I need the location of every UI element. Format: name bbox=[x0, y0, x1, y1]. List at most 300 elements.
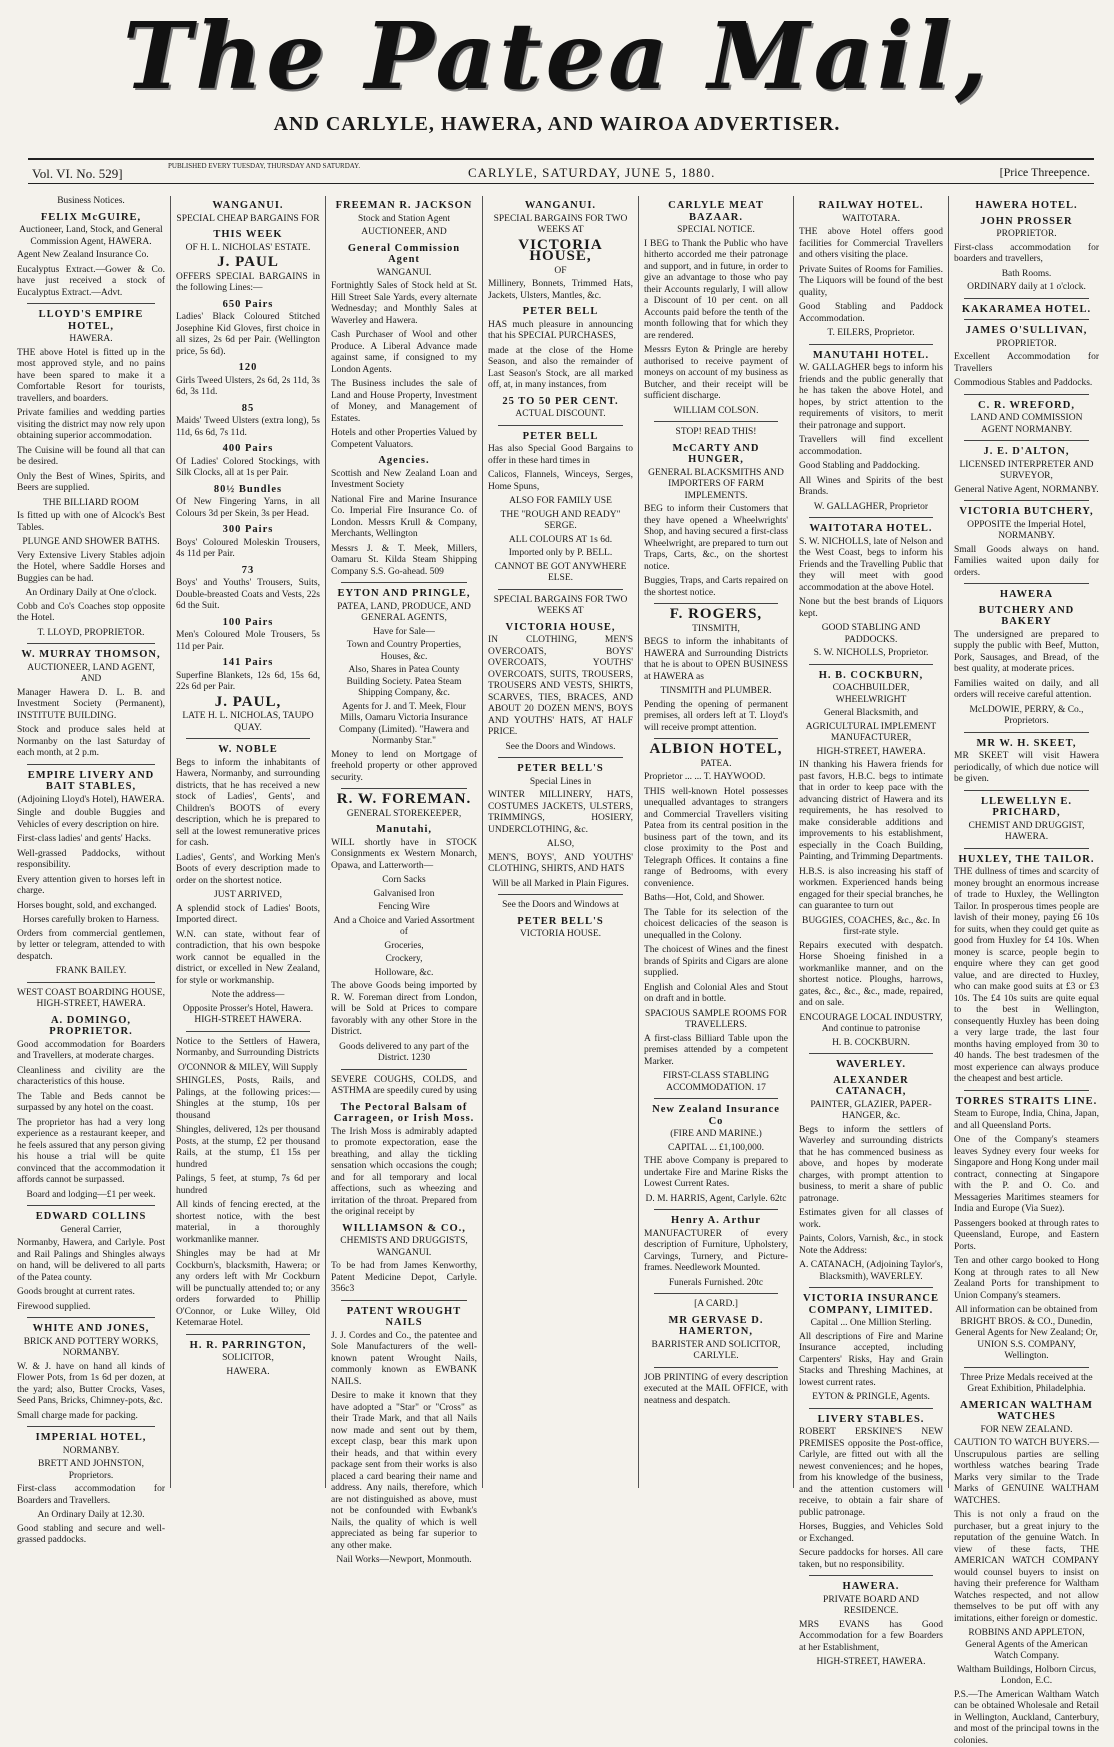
paragraph: The undersigned are prepared to supply the public with Beef, Mutton, Pork, Sausages, and Bread, of the best quality, at moderate prices. bbox=[954, 630, 1099, 676]
paragraph: Has also Special Good Bargains to offer in these hard times in bbox=[488, 444, 633, 467]
paragraph: Commodious Stables and Paddocks. bbox=[954, 378, 1099, 390]
centered-line: A. CATANACH, (Adjoining Taylor's, Blacksmith), WAVERLEY. bbox=[799, 1260, 943, 1283]
advert-heading: PETER BELL'S bbox=[488, 916, 633, 928]
paragraph: Girls Tweed Ulsters, 2s 6d, 2s 11d, 3s 6d, 3s 11d. bbox=[176, 376, 320, 399]
centered-line: ORDINARY daily at 1 o'clock. bbox=[954, 282, 1099, 294]
centered-line: Imported only by P. BELL. bbox=[488, 548, 633, 560]
masthead bbox=[0, 0, 1114, 150]
column-rule bbox=[186, 1031, 310, 1032]
column-rule bbox=[964, 298, 1089, 299]
advert-heading: PETER BELL bbox=[488, 431, 633, 443]
paragraph: English and Colonial Ales and Stout on draft and in bottle. bbox=[644, 983, 788, 1006]
display-heading: F. ROGERS, bbox=[644, 609, 788, 621]
column-rule bbox=[341, 582, 467, 583]
centered-line: CHEMIST AND DRUGGIST, HAWERA. bbox=[954, 821, 1099, 844]
centered-line: Have for Sale— bbox=[331, 627, 477, 639]
paragraph: I BEG to Thank the Public who have hitherto accorded me their patronage and support, and in future, in order to give an advantage to those who pay their Accounts regularly, I will allow a Discount of 10 per cent. on all Accounts paid before the tenth of the month following that for which they are rendered. bbox=[644, 239, 788, 343]
paragraph: Secure paddocks for horses. All care taken, but no responsibility. bbox=[799, 1548, 943, 1571]
centered-line: Holloware, &c. bbox=[331, 968, 477, 980]
centered-line: BARRISTER AND SOLICITOR, CARLYLE. bbox=[644, 1340, 788, 1363]
advert-heading: The Pectoral Balsam of Carrageen, or Irish Moss. bbox=[331, 1102, 477, 1125]
centered-line: H. B. COCKBURN. bbox=[799, 1038, 943, 1050]
advert-heading: HAWERA. bbox=[799, 1581, 943, 1593]
column-rule bbox=[341, 788, 467, 789]
paragraph: IN thanking his Hawera friends for past favors, H.B.C. begs to intimate that in order to keep pace with the advancing district of Hawera and its requirements, he has resolved to make considerable additions and improvements to his establishment, especially in the Coach Building, Painting, and Trimming Departments. bbox=[799, 760, 943, 864]
centered-line: Corn Sacks bbox=[331, 875, 477, 887]
paragraph: BEGS to inform the inhabitants of HAWERA and Surrounding Districts that he is about to OPEN BUSINESS at HAWERA as bbox=[644, 637, 788, 683]
column-rule bbox=[654, 1098, 778, 1099]
centered-line: PAINTER, GLAZIER, PAPER-HANGER, &c. bbox=[799, 1100, 943, 1123]
centered-line: All information can be obtained from BRIGHT BROS. & CO., Dunedin, General Agents for New Zealand; Or, UNION S.S. COMPANY, Wellington. bbox=[954, 1305, 1099, 1363]
column-rule bbox=[654, 603, 778, 604]
paragraph: Passengers booked at through rates to Queensland, Europe, and Eastern Ports. bbox=[954, 1219, 1099, 1254]
advert-heading: WANGANUI. bbox=[176, 200, 320, 212]
paragraph: Steam to Europe, India, China, Japan, and all Queensland Ports. bbox=[954, 1109, 1099, 1132]
paragraph: Ladies', Gents', and Working Men's Boots of every description made to order on the shortest notice. bbox=[176, 853, 320, 888]
paragraph: Of Ladies' Colored Stockings, with Silk Clocks, all at 1s per Pair. bbox=[176, 457, 320, 480]
advert-heading: Henry A. Arthur bbox=[644, 1215, 788, 1227]
paragraph: Calicos, Flannels, Winceys, Serges, Home Spuns, bbox=[488, 470, 633, 493]
advert-heading: 100 Pairs bbox=[176, 617, 320, 629]
centered-line: SPECIAL CHEAP BARGAINS FOR bbox=[176, 214, 320, 226]
centered-line: Nail Works—Newport, Monmouth. bbox=[331, 1555, 477, 1567]
paragraph: Goods brought at current rates. bbox=[17, 1287, 165, 1299]
column-3 bbox=[325, 196, 482, 1488]
paragraph: Shingles, delivered, 12s per thousand Posts, at the stump, £2 per thousand Rails, at the stump, £1 15s per hundred bbox=[176, 1125, 320, 1171]
paragraph: made at the close of the Home Season, and also the remainder of Last Season's Stock, are all marked off, at, in many instances, from bbox=[488, 346, 633, 392]
centered-line: Stock and Station Agent bbox=[331, 214, 477, 226]
column-rule bbox=[809, 1287, 933, 1288]
paragraph: Good stabling and secure and well-grassed paddocks. bbox=[17, 1524, 165, 1547]
advert-heading: Manutahi, bbox=[331, 824, 477, 836]
centered-line: Business Notices. bbox=[17, 196, 165, 208]
column-rule bbox=[498, 757, 623, 758]
centered-line: PROPRIETOR. bbox=[954, 229, 1099, 241]
advert-heading: MANUTAHI HOTEL. bbox=[799, 350, 943, 362]
issue-date: CARLYLE, SATURDAY, JUNE 5, 1880. bbox=[468, 165, 715, 181]
paragraph: Shingles may be had at Mr Cockburn's, blacksmith, Hawera; or any orders left with Mr Cockburn will be punctually attended to; or any orders forwarded to Phillip O'Connor, or Luke Willey, Old Ketemarae Hotel. bbox=[176, 1249, 320, 1330]
centered-line: WANGANUI. bbox=[331, 268, 477, 280]
centered-line: ALL COLOURS AT 1s 6d. bbox=[488, 535, 633, 547]
paragraph: Stock and produce sales held at Normanby on the last Saturday of each month, at 2 p.m. bbox=[17, 725, 165, 760]
column-rule bbox=[654, 1293, 778, 1294]
centered-line: An Ordinary Daily at 12.30. bbox=[17, 1510, 165, 1522]
paragraph: Horses, Buggies, and Vehicles Sold or Exchanged. bbox=[799, 1522, 943, 1545]
paragraph: THE above Company is prepared to undertake Fire and Marine Risks the Lowest Current Rates. bbox=[644, 1156, 788, 1191]
column-rule bbox=[27, 764, 155, 765]
paragraph: SHINGLES, Posts, Rails, and Palings, at the following prices:—Shingles at the stump, 10s per thousand bbox=[176, 1076, 320, 1122]
dateline bbox=[28, 158, 1094, 184]
column-rule bbox=[964, 848, 1089, 849]
centered-line: EYTON & PRINGLE, Agents. bbox=[799, 1392, 943, 1404]
column-rule bbox=[809, 517, 933, 518]
paragraph: The choicest of Wines and the finest brands of Spirits and Cigars are alone supplied. bbox=[644, 945, 788, 980]
paragraph: Paints, Colors, Varnish, &c., in stock Note the Address: bbox=[799, 1234, 943, 1257]
paragraph: SEVERE COUGHS, COLDS, and ASTHMA are speedily cured by using bbox=[331, 1075, 477, 1098]
paragraph: W. & J. have on hand all kinds of Flower Pots, from 1s 6d per dozen, at the yard; also, Butter Crocks, Vases, Seed Pans, Bricks, Chimney-pots, &c. bbox=[17, 1362, 165, 1408]
centered-line: AUCTIONEER, AND bbox=[331, 227, 477, 239]
paragraph: WILL shortly have in STOCK Consignments ex Western Monarch, Opawa, and Latterworth— bbox=[331, 838, 477, 873]
centered-line: PATEA. bbox=[644, 759, 788, 771]
paragraph: Desire to make it known that they have adopted a "Star" or "Cross" as their Trade Mark, and that all Nails now made and sent out by them, except clasp, bear this mark upon their heads, and that within every package sent from their works is also placed a card bearing their name and address. Any nails, therefore, which are not distinguished as above, must not be confounded with Ewbank's Nails, the quality of which is well appreciated as being far superior to any other make. bbox=[331, 1391, 477, 1552]
centered-line: ALSO, bbox=[488, 839, 633, 851]
paragraph: Single and double Buggies and Vehicles of every description on hire. bbox=[17, 808, 165, 831]
issue-price: [Price Threepence. bbox=[1000, 165, 1090, 180]
paragraph: MEN'S, BOYS', AND YOUTHS' CLOTHING, SHIRTS, AND HATS bbox=[488, 853, 633, 876]
centered-line: OPPOSITE the Imperial Hotel, NORMANBY. bbox=[954, 520, 1099, 543]
paragraph: THIS well-known Hotel possesses unequalled advantages to strangers and Commercial Travellers visiting Patea from its central position in the business part of the town, and its close proximity to the Post and Telegraph Offices. It contains a fine range of Bedrooms, with every convenience. bbox=[644, 787, 788, 891]
advert-heading: 73 bbox=[176, 565, 320, 577]
advert-heading: AMERICAN WALTHAM WATCHES bbox=[954, 1400, 1099, 1423]
column-rule bbox=[186, 738, 310, 739]
centered-line: General Carrier, bbox=[17, 1225, 165, 1237]
centered-line: STOP! READ THIS! bbox=[644, 427, 788, 439]
advert-heading: New Zealand Insurance Co bbox=[644, 1104, 788, 1127]
centered-line: THE BILLIARD ROOM bbox=[17, 498, 165, 510]
paragraph: Horses bought, sold, and exchanged. bbox=[17, 901, 165, 913]
centered-line: TINSMITH and PLUMBER. bbox=[644, 686, 788, 698]
paragraph: Baths—Hot, Cold, and Shower. bbox=[644, 893, 788, 905]
centered-line: ALSO FOR FAMILY USE bbox=[488, 496, 633, 508]
volume-number: Vol. VI. No. 529] bbox=[32, 166, 123, 182]
centered-line: AUCTIONEER, LAND AGENT, AND bbox=[17, 663, 165, 686]
centered-line: HIGH-STREET, HAWERA. bbox=[799, 747, 943, 759]
centered-line: SPACIOUS SAMPLE ROOMS FOR TRAVELLERS. bbox=[644, 1009, 788, 1032]
centered-line: And a Choice and Varied Assortment of bbox=[331, 916, 477, 939]
paragraph: First-class accommodation for Boarders and Travellers. bbox=[17, 1484, 165, 1507]
centered-line: Auctioneer, Land, Stock, and General Commission Agent, HAWERA. bbox=[17, 225, 165, 248]
centered-line: Waltham Buildings, Holborn Circus, London, E.C. bbox=[954, 1665, 1099, 1688]
centered-line: ROBBINS AND APPLETON, General Agents of the American Watch Company. bbox=[954, 1628, 1099, 1663]
advert-heading: CARLYLE MEAT BAZAAR. bbox=[644, 200, 788, 223]
centered-line: HAWERA. bbox=[17, 334, 165, 346]
advert-heading: LIVERY STABLES. bbox=[799, 1414, 943, 1426]
advertisement-columns bbox=[12, 196, 1104, 1488]
centered-line: SOLICITOR, bbox=[176, 1353, 320, 1365]
column-rule bbox=[341, 1069, 467, 1070]
paragraph: Cobb and Co's Coaches stop opposite the Hotel. bbox=[17, 602, 165, 625]
centered-line: CHEMISTS AND DRUGGISTS, WANGANUI. bbox=[331, 1236, 477, 1259]
centered-line: FOR NEW ZEALAND. bbox=[954, 1425, 1099, 1437]
advert-heading: IMPERIAL HOTEL, bbox=[17, 1432, 165, 1444]
advert-heading: 80½ Bundles bbox=[176, 484, 320, 496]
column-rule bbox=[27, 982, 155, 983]
paragraph: Private Suites of Rooms for Families. The Liquors will be found of the best quality, bbox=[799, 265, 943, 300]
paragraph: Travellers will find excellent accommodation. bbox=[799, 435, 943, 458]
centered-line: (Adjoining Lloyd's Hotel), HAWERA. bbox=[17, 795, 165, 807]
column-rule bbox=[498, 894, 623, 895]
paragraph: Hotels and other Properties Valued by Competent Valuators. bbox=[331, 428, 477, 451]
paragraph: National Fire and Marine Insurance Co. Imperial Fire Insurance Co. of London. Messrs Krull & Company, Merchants, Wellington bbox=[331, 495, 477, 541]
paragraph: Good Stabling and Paddock Accommodation. bbox=[799, 302, 943, 325]
column-rule bbox=[27, 303, 155, 304]
centered-line: GOOD STABLING AND PADDOCKS. bbox=[799, 623, 943, 646]
newspaper-title: The Patea Mail, bbox=[40, 6, 1074, 106]
advert-heading: LLOYD'S EMPIRE HOTEL, bbox=[17, 309, 165, 332]
advert-heading: 120 bbox=[176, 362, 320, 374]
paragraph: Men's Coloured Mole Trousers, 5s 11d per Pair. bbox=[176, 630, 320, 653]
centered-line: See the Doors and Windows. bbox=[488, 742, 633, 754]
paragraph: Orders from commercial gentlemen, by letter or telegram, attended to with despatch. bbox=[17, 929, 165, 964]
paragraph: All descriptions of Fire and Marine Insurance accepted, including Carpenters' Risks, Hay and Grain Stacks and Threshing Machines, at lowest current rates. bbox=[799, 1332, 943, 1390]
paragraph: MRS EVANS has Good Accommodation for a few Boarders at her Establishment, bbox=[799, 1620, 943, 1655]
centered-line: GENERAL STOREKEEPER, bbox=[331, 809, 477, 821]
centered-line: TINSMITH, bbox=[644, 624, 788, 636]
centered-line: JUST ARRIVED, bbox=[176, 890, 320, 902]
advert-heading: FREEMAN R. JACKSON bbox=[331, 200, 477, 212]
display-heading: J. PAUL, bbox=[176, 697, 320, 709]
paragraph: The Table and Beds cannot be surpassed by any hotel on the coast. bbox=[17, 1092, 165, 1115]
paragraph: Repairs executed with despatch. Horse Shoeing finished in a workmanlike manner, and on the shortest notice. Ploughs, harrows, gates, &c., &c., &c., made, repaired, and on sale. bbox=[799, 941, 943, 1010]
column-rule bbox=[186, 1334, 310, 1335]
centered-line: LATE H. L. NICHOLAS, TAUPO QUAY. bbox=[176, 711, 320, 734]
paragraph: Good accommodation for Boarders and Travellers, at moderate charges. bbox=[17, 1040, 165, 1063]
centered-line: D. M. HARRIS, Agent, Carlyle. 62tc bbox=[644, 1194, 788, 1206]
paragraph: THE dullness of times and scarcity of money brought an enormous increase of trade to Huxley, the Wellington Tailor. In prosperous times people are lavish of their money, paying £6 10s for suits, when they could get quite as good from Huxley for £4 10s. When money is scarce, people begin to enquire where they can get good value, and are directed to Huxley, who can make good suits at £3 or £3 10s. The £4 10s suits are quite equal to the best in Wellington, consequently Huxley has been doing a very large trade, the last four months having employed from 30 to 40 hands. The best tradesmen of the most experience can always produce the cheapest and best article. bbox=[954, 867, 1099, 1086]
centered-line: Will be all Marked in Plain Figures. bbox=[488, 879, 633, 891]
paragraph: THE above Hotel offers good facilities for Commercial Travellers and others visiting the place. bbox=[799, 227, 943, 262]
centered-line: McLDOWIE, PERRY, & Co., Proprietors. bbox=[954, 705, 1099, 728]
paragraph: Scottish and New Zealand Loan and Investment Society bbox=[331, 469, 477, 492]
centered-line: Horses carefully broken to Harness. bbox=[17, 915, 165, 927]
paragraph: The Cuisine will be found all that can be desired. bbox=[17, 446, 165, 469]
advert-heading: FELIX McGUIRE, bbox=[17, 212, 165, 224]
paragraph: MR SKEET will visit Hawera periodically, of which due notice will be given. bbox=[954, 751, 1099, 786]
column-rule bbox=[654, 421, 778, 422]
column-rule bbox=[27, 1426, 155, 1427]
column-7 bbox=[948, 196, 1104, 1488]
advert-heading: THIS WEEK bbox=[176, 229, 320, 241]
centered-line: WAITOTARA. bbox=[799, 214, 943, 226]
column-rule bbox=[964, 500, 1089, 501]
column-rule bbox=[341, 1300, 467, 1301]
paragraph: Small Goods always on hand. Families waited upon daily for orders. bbox=[954, 545, 1099, 580]
paragraph: Superfine Blankets, 12s 6d, 15s 6d, 22s 6d per Pair. bbox=[176, 671, 320, 694]
column-2 bbox=[170, 196, 325, 1488]
advert-heading: 400 Pairs bbox=[176, 443, 320, 455]
advert-heading: EDWARD COLLINS bbox=[17, 1211, 165, 1223]
paragraph: Messrs Eyton & Pringle are hereby authorised to receive payment of moneys on account of my business as Butcher, and their receipt will be sufficient discharge. bbox=[644, 345, 788, 403]
paragraph: To be had from James Kenworthy, Patent Medicine Depot, Carlyle. 356c3 bbox=[331, 1261, 477, 1296]
centered-line: BUGGIES, COACHES, &c., &c. In first-rate style. bbox=[799, 916, 943, 939]
advert-heading: ALEXANDER CATANACH, bbox=[799, 1075, 943, 1098]
advert-heading: 85 bbox=[176, 403, 320, 415]
centered-line: FRANK BAILEY. bbox=[17, 966, 165, 978]
advert-heading: BUTCHERY AND BAKERY bbox=[954, 605, 1099, 628]
paragraph: Buggies, Traps, and Carts repaired on the shortest notice. bbox=[644, 576, 788, 599]
display-heading: R. W. FOREMAN. bbox=[331, 794, 477, 806]
column-rule bbox=[27, 1317, 155, 1318]
centered-line: An Ordinary Daily at One o'clock. bbox=[17, 588, 165, 600]
centered-line: HIGH-STREET, HAWERA. bbox=[799, 1657, 943, 1669]
paragraph: JOB PRINTING of every description executed at the MAIL OFFICE, with neatness and despatch. bbox=[644, 1373, 788, 1408]
centered-line: CANNOT BE GOT ANYWHERE ELSE. bbox=[488, 562, 633, 585]
paragraph: Eucalyptus Extract.—Gower & Co. have just received a stock of Eucalyptus Extract.—Advt. bbox=[17, 265, 165, 300]
paragraph: The Irish Moss is admirably adapted to promote expectoration, ease the breathing, and allay the tickling sensation which occasions the cough; and for all temporary and local affections, such as wheezing and irritation of the throat. Prepared from the original receipt by bbox=[331, 1127, 477, 1219]
paragraph: W. GALLAGHER begs to inform his friends and the public generally that he has taken the above Hotel, and hopes, by strict attention to the requirements of visitors, to merit their patronage and support. bbox=[799, 363, 943, 432]
advert-heading: WAVERLEY. bbox=[799, 1059, 943, 1071]
centered-line: [A CARD.] bbox=[644, 1299, 788, 1311]
advert-heading: 25 TO 50 PER CENT. bbox=[488, 396, 633, 408]
advert-heading: Agencies. bbox=[331, 455, 477, 467]
centered-line: COACHBUILDER, WHEELWRIGHT bbox=[799, 683, 943, 706]
centered-line: T. LLOYD, PROPRIETOR. bbox=[17, 628, 165, 640]
display-heading: VICTORIA HOUSE, bbox=[488, 240, 633, 263]
paragraph: Palings, 5 feet, at stump, 7s 6d per hundred bbox=[176, 1174, 320, 1197]
paragraph: IN CLOTHING, MEN'S OVERCOATS, BOYS' OVERCOATS, YOUTHS' OVERCOATS, SUITS, TROUSERS, TROUSERS AND VESTS, SHIRTS, SCARVES, TIES, BRACES, AND ABOUT 20 DOZEN MEN'S, BOYS AND YOUTHS' HATS, AT HALF PRICE. bbox=[488, 635, 633, 739]
advert-heading: RAILWAY HOTEL. bbox=[799, 200, 943, 212]
centered-line: General Blacksmith, and bbox=[799, 708, 943, 720]
advert-heading: WHITE AND JONES, bbox=[17, 1323, 165, 1335]
centered-line: PRIVATE BOARD AND RESIDENCE. bbox=[799, 1595, 943, 1618]
paragraph: Excellent Accommodation for Travellers bbox=[954, 352, 1099, 375]
paragraph: Millinery, Bonnets, Trimmed Hats, Jackets, Ulsters, Mantles, &c. bbox=[488, 279, 633, 302]
advert-heading: A. DOMINGO, PROPRIETOR. bbox=[17, 1015, 165, 1038]
paragraph: ROBERT ERSKINE'S NEW PREMISES opposite the Post-office, Carlyle, are fitted out with all the newest conveniences; and he hopes, from his knowledge of the business, and the attention customers will receive, to obtain a fair share of public patronage. bbox=[799, 1427, 943, 1519]
paragraph: Small charge made for packing. bbox=[17, 1411, 165, 1423]
centered-line: GENERAL BLACKSMITHS AND IMPORTERS OF FARM IMPLEMENTS. bbox=[644, 468, 788, 503]
advert-heading: 650 Pairs bbox=[176, 299, 320, 311]
centered-line: WEST COAST BOARDING HOUSE, HIGH-STREET, HAWERA. bbox=[17, 988, 165, 1011]
centered-line: LAND AND COMMISSION AGENT NORMANBY. bbox=[954, 413, 1099, 436]
advert-heading: HUXLEY, THE TAILOR. bbox=[954, 854, 1099, 866]
centered-line: VICTORIA HOUSE. bbox=[488, 929, 633, 941]
paragraph: None but the best brands of Liquors kept. bbox=[799, 597, 943, 620]
column-rule bbox=[809, 1575, 933, 1576]
centered-line: ENCOURAGE LOCAL INDUSTRY, And continue to patronise bbox=[799, 1013, 943, 1036]
centered-line: SPECIAL BARGAINS FOR TWO WEEKS AT bbox=[488, 595, 633, 618]
paragraph: Messrs J. & T. Meek, Millers, Oamaru St. Kilda Steam Shipping Company S.S. Go-ahead. 509 bbox=[331, 544, 477, 579]
column-rule bbox=[964, 394, 1089, 395]
centered-line: Also, Shares in Patea County Building Society. Patea Steam Shipping Company, &c. bbox=[331, 665, 477, 700]
paragraph: J. J. Cordes and Co., the patentee and Sole Manufacturers of the well-known patent Wrought Nails, commonly known as EWBANK NAILS. bbox=[331, 1331, 477, 1389]
paragraph: Firewood supplied. bbox=[17, 1302, 165, 1314]
advert-heading: EMPIRE LIVERY AND BAIT STABLES, bbox=[17, 770, 165, 793]
newspaper-subtitle: AND CARLYLE, HAWERA, AND WAIROA ADVERTISER. bbox=[0, 113, 1114, 136]
centered-line: OF H. L. NICHOLAS' ESTATE. bbox=[176, 243, 320, 255]
centered-line: Board and lodging—£1 per week. bbox=[17, 1190, 165, 1202]
paragraph: Manager Hawera D. L. B. and Investment Society (Permanent), INSTITUTE BUILDING. bbox=[17, 688, 165, 723]
paragraph: Cleanliness and civility are the characteristics of this house. bbox=[17, 1066, 165, 1089]
advert-heading: W. NOBLE bbox=[176, 744, 320, 756]
advert-heading: 141 Pairs bbox=[176, 657, 320, 669]
centered-line: Capital ... One Million Sterling. bbox=[799, 1318, 943, 1330]
paragraph: A first-class Billiard Table upon the premises attended by a competent Marker. bbox=[644, 1034, 788, 1069]
paragraph: A splendid stock of Ladies' Boots, Imported direct. bbox=[176, 904, 320, 927]
paragraph: First-class ladies' and gents' Hacks. bbox=[17, 834, 165, 846]
centered-line: WILLIAM COLSON. bbox=[644, 406, 788, 418]
column-1 bbox=[12, 196, 170, 1488]
column-rule bbox=[964, 790, 1089, 791]
column-rule bbox=[964, 1090, 1089, 1091]
centered-line: SPECIAL BARGAINS FOR TWO WEEKS AT bbox=[488, 214, 633, 237]
advert-heading: W. MURRAY THOMSON, bbox=[17, 649, 165, 661]
paragraph: Good Stabling and Paddocking. bbox=[799, 461, 943, 473]
paragraph: Estimates given for all classes of work. bbox=[799, 1208, 943, 1231]
centered-line: NORMANBY. bbox=[17, 1446, 165, 1458]
centered-line: Galvanised Iron bbox=[331, 889, 477, 901]
centered-line: OF bbox=[488, 266, 633, 278]
centered-line: Crockery, bbox=[331, 954, 477, 966]
advert-heading: J. E. D'ALTON, bbox=[954, 446, 1099, 458]
paragraph: All Wines and Spirits of the best Brands. bbox=[799, 476, 943, 499]
publication-schedule: PUBLISHED EVERY TUESDAY, THURSDAY AND SATURDAY. bbox=[168, 162, 360, 171]
advert-heading: PATENT WROUGHT NAILS bbox=[331, 1306, 477, 1329]
column-rule bbox=[809, 664, 933, 665]
paragraph: Pending the opening of permanent premises, all orders left at T. Lloyd's will receive prompt attention. bbox=[644, 700, 788, 735]
advert-heading: TORRES STRAITS LINE. bbox=[954, 1096, 1099, 1108]
paragraph: Is fitted up with one of Alcock's Best Tables. bbox=[17, 511, 165, 534]
paragraph: MANUFACTURER of every description of Furniture, Upholstery, Carvings, Turnery, and Picture-frames. Needlework Mounted. bbox=[644, 1229, 788, 1275]
paragraph: S. W. NICHOLLS, late of Nelson and the West Coast, begs to inform his Friends and the Travelling Public that they will meet with good accommodation at the above Hotel. bbox=[799, 537, 943, 595]
column-rule bbox=[964, 319, 1089, 320]
paragraph: Fortnightly Sales of Stock held at St. Hill Street Sale Yards, every alternate Wednesday; and Monthly Sales at Waverley and Hawera. bbox=[331, 281, 477, 327]
column-5 bbox=[638, 196, 793, 1488]
paragraph: Normanby, Hawera, and Carlyle. Post and Rail Palings and Shingles always on hand, will be delivered to all parts of the Patea county. bbox=[17, 1238, 165, 1284]
advert-heading: JAMES O'SULLIVAN, bbox=[954, 325, 1099, 337]
centered-line: S. W. NICHOLLS, Proprietor. bbox=[799, 648, 943, 660]
advert-heading: C. R. WREFORD, bbox=[954, 400, 1099, 412]
paragraph: Boys' and Youths' Trousers, Suits, Double-breasted Coats and Vests, 22s 6d the Suit. bbox=[176, 578, 320, 613]
paragraph: H.B.S. is also increasing his staff of workmen. Experienced hands being engaged for their special branches, he can guarantee to turn out bbox=[799, 867, 943, 913]
paragraph: The proprietor has had a very long experience as a restaurant keeper, and he feels assured that any person giving his house a trial will be quite convinced that the accommodation it affords cannot be surpassed. bbox=[17, 1118, 165, 1187]
advert-heading: JOHN PROSSER bbox=[954, 216, 1099, 228]
advert-heading: H. R. PARRINGTON, bbox=[176, 1340, 320, 1352]
centered-line: Three Prize Medals received at the Great Exhibition, Philadelphia. bbox=[954, 1373, 1099, 1396]
centered-line: Funerals Furnished. 20tc bbox=[644, 1278, 788, 1290]
paragraph: All kinds of fencing erected, at the shortest notice, with the best material, in a thoroughly workmanlike manner. bbox=[176, 1200, 320, 1246]
centered-line: See the Doors and Windows at bbox=[488, 900, 633, 912]
centered-line: (FIRE AND MARINE.) bbox=[644, 1129, 788, 1141]
centered-line: Opposite Prosser's Hotel, Hawera. HIGH-STREET HAWERA. bbox=[176, 1004, 320, 1027]
advert-heading: LLEWELLYN E. PRICHARD, bbox=[954, 796, 1099, 819]
column-rule bbox=[27, 643, 155, 644]
column-rule bbox=[654, 738, 778, 739]
centered-line: Goods delivered to any part of the District. 1230 bbox=[331, 1042, 477, 1065]
paragraph: The Business includes the sale of Land and House Property, Investment of Money, and Management of Estates. bbox=[331, 379, 477, 425]
centered-line: LICENSED INTERPRETER AND SURVEYOR, bbox=[954, 460, 1099, 483]
paragraph: This is not only a fraud on the purchaser, but a great injury to the reputation of the genuine Watch. In view of these facts, THE AMERICAN WATCH COMPANY would counsel buyers to insist on having their preference for Waltham Watches respected, and not allow themselves to be put off with any imitations, either foreign or domestic. bbox=[954, 1510, 1099, 1625]
column-rule bbox=[654, 1367, 778, 1368]
column-4 bbox=[482, 196, 638, 1488]
column-rule bbox=[809, 344, 933, 345]
display-heading: ALBION HOTEL, bbox=[644, 744, 788, 756]
advert-heading: WAITOTARA HOTEL. bbox=[799, 523, 943, 535]
paragraph: Very Extensive Livery Stables adjoin the Hotel, where Saddle Horses and Buggies can be had. bbox=[17, 551, 165, 586]
centered-line: PATEA, LAND, PRODUCE, AND GENERAL AGENTS, bbox=[331, 602, 477, 625]
centered-line: SPECIAL NOTICE. bbox=[644, 225, 788, 237]
paragraph: First-class accommodation for boarders and travellers, bbox=[954, 243, 1099, 266]
advert-heading: HAWERA HOTEL. bbox=[954, 200, 1099, 212]
advert-heading: MR GERVASE D. HAMERTON, bbox=[644, 1315, 788, 1338]
paragraph: BEG to inform their Customers that they have opened a Wheelwrights' Shop, and having secured a first-class Wheelwright, are prepared to turn out Traps, Carts, &c., on the shortest notice. bbox=[644, 504, 788, 573]
column-rule bbox=[964, 732, 1089, 733]
centered-line: T. EILERS, Proprietor. bbox=[799, 328, 943, 340]
centered-line: HAWERA. bbox=[176, 1367, 320, 1379]
paragraph: P.S.—The American Waltham Watch can be obtained Wholesale and Retail in Wellington, Auckland, Canterbury, and most of the principal towns in the colonies. bbox=[954, 1690, 1099, 1747]
centered-line: AGRICULTURAL IMPLEMENT MANUFACTURER, bbox=[799, 722, 943, 745]
centered-line: ACTUAL DISCOUNT. bbox=[488, 409, 633, 421]
advert-heading: VICTORIA HOUSE, bbox=[488, 622, 633, 634]
display-heading: J. PAUL bbox=[176, 257, 320, 269]
centered-line: THE "ROUGH AND READY" SERGE. bbox=[488, 510, 633, 533]
centered-line: Special Lines in bbox=[488, 777, 633, 789]
advert-heading: EYTON AND PRINGLE, bbox=[331, 588, 477, 600]
paragraph: Agent New Zealand Insurance Co. bbox=[17, 250, 165, 262]
advert-heading: HAWERA bbox=[954, 589, 1099, 601]
advert-heading: General Commission Agent bbox=[331, 243, 477, 266]
paragraph: Ladies' Black Coloured Stitched Josephine Kid Gloves, first choice in all sizes, 2s 6d per Pair. (Wellington price, 5s 6d). bbox=[176, 312, 320, 358]
